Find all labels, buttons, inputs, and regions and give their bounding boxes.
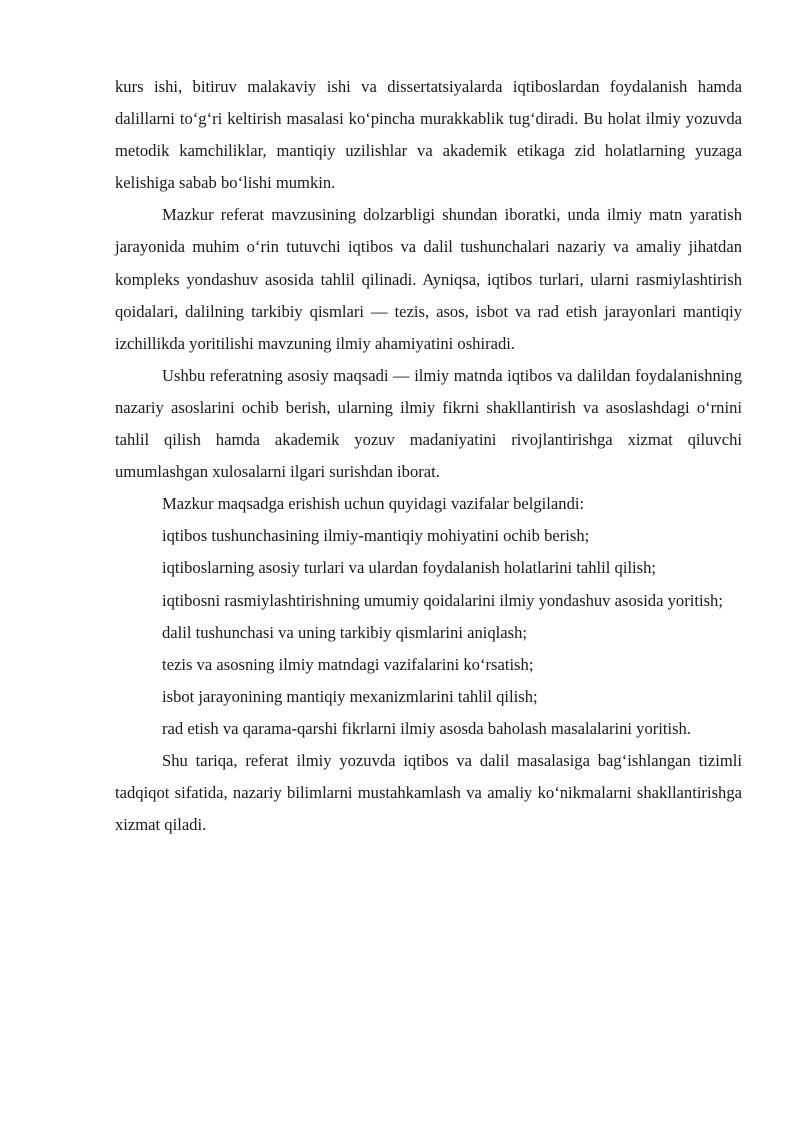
task-item: tezis va asosning ilmiy matndagi vazifalarini ko‘rsatish; [162, 654, 534, 674]
task-item: iqtiboslarning asosiy turlari va ulardan foydalanish holatlarini tahlil qilish; [162, 558, 657, 578]
paragraph-relevance: Mazkur referat mavzusining dolzarbligi shundan iboratki, unda ilmiy matn yaratish jarayonida muhim o‘rin tutuvchi iqtibos va dalil tushunchalari nazariy va amaliy jihatdan kompleks yondashuv asosida tahlil qilinadi. Ayniqsa, iqtibos turlari, ularni rasmiylashtirish qoidalari, dalilning tarkibiy qismlari — tezis, asos, isbot va rad etish jarayonlari mantiqiy izchillikda yoritilishi mavzuning ilmiy ahamiyatini oshiradi. [115, 205, 742, 353]
task-item: iqtibos tushunchasining ilmiy-mantiqiy mohiyatini ochib berish; [162, 526, 590, 546]
paragraph-intro-continuation: kurs ishi, bitiruv malakaviy ishi va dissertatsiyalarda iqtiboslardan foydalanish hamda dalillarni to‘g‘ri keltirish masalasi ko‘pincha murakkablik tug‘diradi. Bu holat ilmiy yozuvda metodik kamchiliklar, mantiqiy uzilishlar va akademik etikaga zid holatlarning yuzaga kelishiga sabab bo‘lishi mumkin. [115, 77, 742, 193]
paragraph-tasks-intro: Mazkur maqsadga erishish uchun quyidagi vazifalar belgilandi: [162, 494, 585, 514]
task-item: rad etish va qarama-qarshi fikrlarni ilmiy asosda baholash masalalarini yoritish. [162, 718, 691, 738]
task-item: isbot jarayonining mantiqiy mexanizmlarini tahlil qilish; [162, 686, 538, 706]
document-page [115, 71, 742, 841]
paragraph-aim: Ushbu referatning asosiy maqsadi — ilmiy matnda iqtibos va dalildan foydalanishning nazariy asoslarini ochib berish, ularning ilmiy fikrni shakllantirish va asoslashdagi o‘rnini tahlil qilish hamda akademik yozuv madaniyatini rivojlantirishga xizmat qiluvchi umumlashgan xulosalarni ilgari surishdan iborat. [115, 365, 742, 482]
task-item: iqtibosni rasmiylashtirishning umumiy qoidalarini ilmiy yondashuv asosida yoritish; [162, 590, 723, 610]
task-item: dalil tushunchasi va uning tarkibiy qismlarini aniqlash; [162, 622, 528, 642]
paragraph-conclusion: Shu tariqa, referat ilmiy yozuvda iqtibos va dalil masalasiga bag‘ishlangan tizimli tadqiqot sifatida, nazariy bilimlarni mustahkamlash va amaliy ko‘nikmalarni shakllantirishga xizmat qiladi. [115, 750, 742, 835]
